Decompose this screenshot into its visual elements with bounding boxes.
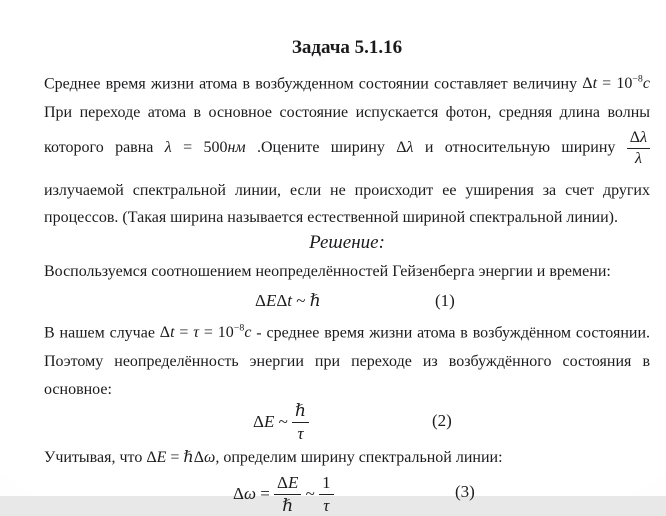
math-symbol: Δ	[233, 484, 244, 503]
math-op: =	[174, 324, 194, 342]
problem-line-3	[44, 122, 650, 174]
fraction-denominator: τ	[297, 423, 304, 443]
text-run: Среднее время жизни атома в возбужденном состоянии составляет величину	[44, 75, 578, 93]
solution-line-2	[44, 318, 650, 344]
math-op: =	[255, 484, 275, 503]
equation-3-content	[233, 472, 334, 516]
fraction-denominator: τ	[323, 495, 330, 515]
math-var: λ	[640, 128, 648, 146]
text-run: процессов. (Такая ширина называется естественной шириной спектральной линии).	[44, 209, 618, 226]
text-run: Воспользуемся соотношением неопределённостей Гейзенберга энергии и времени:	[44, 263, 611, 280]
math-op: ~	[292, 291, 310, 310]
fraction-numerator: 1	[319, 473, 334, 494]
equation-1-content	[255, 291, 321, 311]
math-unit: с	[642, 75, 650, 93]
math-symbol: Δ	[255, 291, 266, 310]
math-delta-lambda	[396, 139, 413, 156]
math-var: λ	[164, 139, 172, 156]
fraction-denominator: ℏ	[282, 495, 294, 515]
math-symbol: Δ	[629, 128, 641, 146]
math-var: τ	[193, 324, 200, 342]
problem-line-5	[44, 207, 650, 229]
math-symbol: Δ	[277, 473, 288, 493]
math-op: = 500	[171, 139, 228, 156]
math-var: E	[265, 291, 277, 310]
math-hbar: ℏ	[183, 449, 194, 466]
math-exponent: −8	[632, 74, 643, 85]
math-de-hdw	[146, 449, 219, 466]
page-title: Задача 5.1.16	[291, 37, 403, 58]
text-run: Поэтому неопределённость энергии при переходе из возбуждённого состояния в	[44, 353, 650, 370]
math-symbol: Δ	[253, 412, 264, 431]
fraction-denominator: λ	[634, 149, 642, 167]
fraction-hbar-tau	[292, 401, 309, 442]
math-run	[233, 484, 274, 504]
text-run: В нашем случае	[44, 324, 155, 342]
solution-line-3	[44, 351, 650, 373]
problem-line-2	[44, 102, 650, 124]
math-var: λ	[406, 139, 414, 156]
math-symbol: Δ	[146, 449, 157, 466]
text-run: основное:	[44, 381, 112, 398]
fraction-numerator: ℏ	[292, 401, 309, 422]
math-var: t	[592, 75, 598, 93]
math-unit: нм	[227, 139, 246, 156]
text-run: и относительную ширину	[424, 139, 616, 156]
problem-line-1	[44, 69, 650, 95]
text-run: Учитывая, что	[44, 449, 143, 466]
text-run: которого равна	[44, 139, 154, 156]
solution-heading: Решение:	[309, 232, 385, 253]
fraction-1-tau	[319, 473, 334, 514]
math-op: ~	[274, 412, 293, 431]
math-var: t	[287, 291, 292, 310]
fraction-dlambda-lambda	[627, 129, 650, 168]
math-op: = 10	[199, 324, 234, 342]
text-run: определим ширину спектральной линии:	[223, 449, 503, 466]
problem-line-4	[44, 180, 650, 202]
math-delta-t-tau	[160, 324, 252, 341]
fraction-numerator	[627, 129, 650, 149]
math-symbol: Δ	[276, 291, 288, 310]
math-var: ω,	[204, 449, 220, 466]
math-var: ω	[243, 484, 256, 503]
math-var: E	[287, 473, 299, 493]
math-lambda-500	[165, 139, 246, 156]
math-op: =	[166, 449, 184, 466]
math-exponent: −8	[233, 323, 245, 334]
math-delta-t	[582, 75, 650, 92]
math-symbol: Δ	[582, 75, 593, 93]
math-hbar: ℏ	[309, 291, 321, 310]
equation-1	[0, 291, 666, 313]
math-var: E	[156, 449, 167, 466]
equation-2-content	[253, 400, 309, 444]
math-symbol: Δ	[159, 324, 171, 342]
solution-line-4	[44, 379, 650, 401]
math-unit: с	[244, 324, 252, 342]
math-symbol: Δ	[396, 139, 407, 156]
solution-line-5	[44, 447, 650, 469]
text-run: - среднее время жизни атома в возбуждённом состоянии.	[256, 324, 651, 342]
solution-line-1	[44, 261, 650, 283]
math-symbol: Δ	[193, 449, 205, 466]
math-op: = 10	[597, 75, 633, 93]
equation-number: (2)	[432, 411, 452, 430]
equation-number: (1)	[435, 291, 455, 310]
math-var: E	[263, 412, 275, 431]
math-run	[301, 484, 319, 504]
math-var: t	[170, 324, 175, 342]
math-op: ~	[301, 484, 320, 503]
text-run: .Оцените ширину	[257, 139, 385, 156]
fraction-numerator	[274, 473, 301, 494]
equation-number: (3)	[455, 482, 475, 501]
equation-3	[0, 472, 666, 516]
text-run: излучаемой спектральной линии, если не происходит ее уширения за счет других	[44, 182, 650, 199]
fraction-de-hbar	[274, 473, 301, 514]
math-run	[253, 412, 292, 432]
equation-2	[0, 400, 666, 444]
text-run: При переходе атома в основное состояние испускается фотон, средняя длина волны	[44, 104, 650, 121]
